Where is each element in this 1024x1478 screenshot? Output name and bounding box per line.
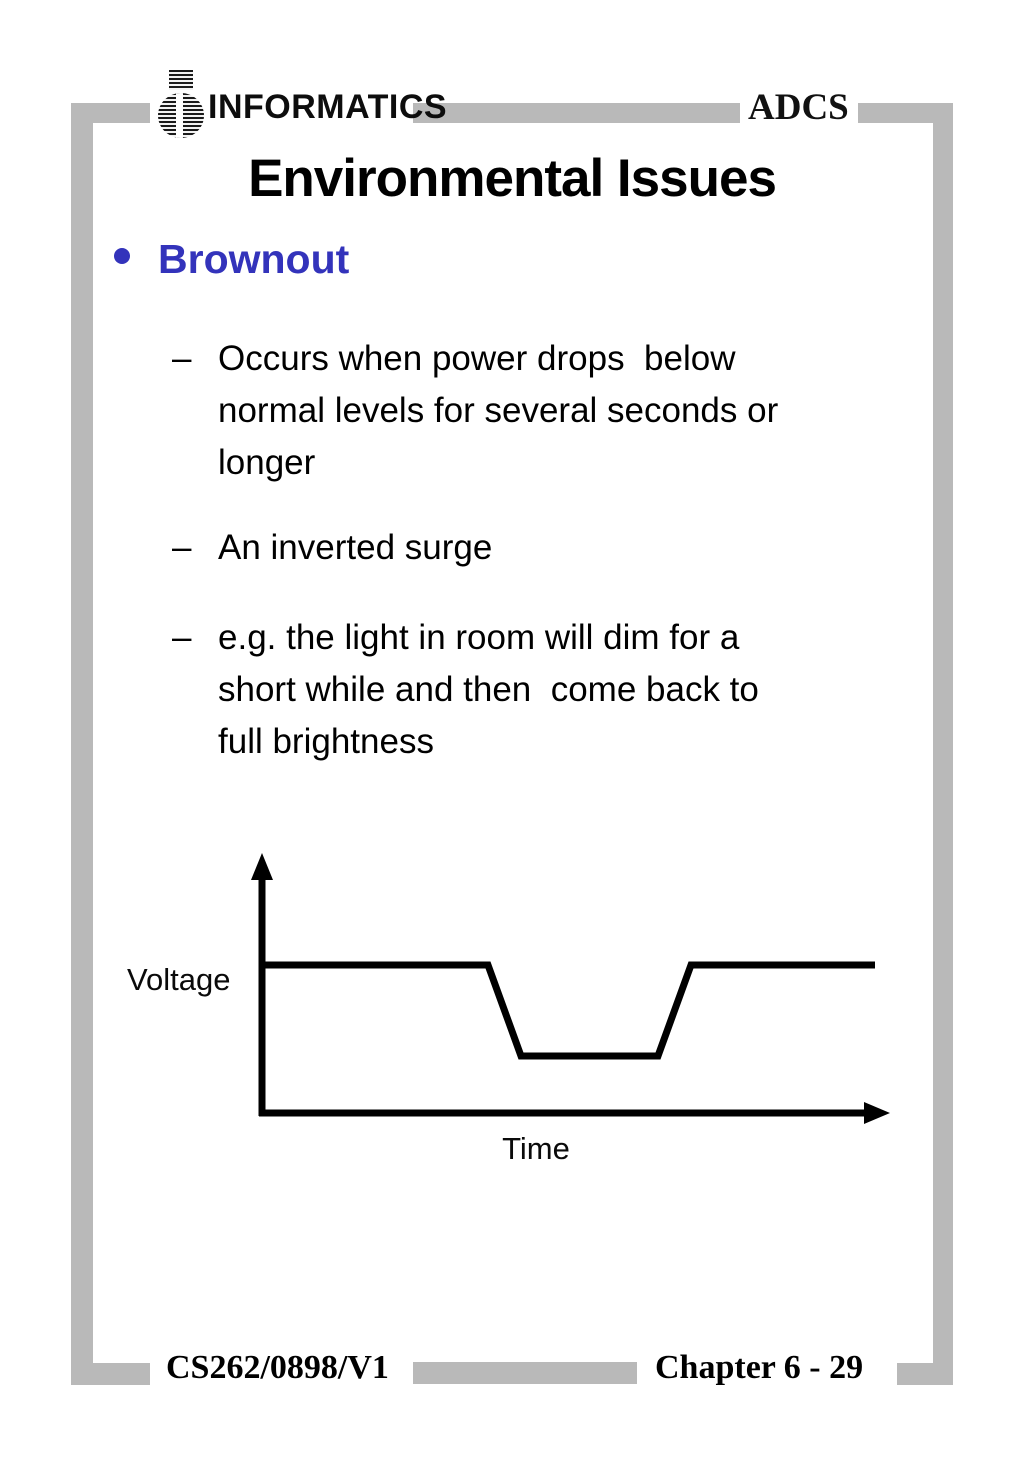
page-title: Environmental Issues [248, 149, 776, 208]
footer-course-code: CS262/0898/V1 [166, 1349, 389, 1386]
y-axis-arrow-icon [251, 853, 273, 880]
sub-bullet-line: Occurs when power drops below [218, 339, 736, 378]
frame-top-left-stub [71, 103, 150, 123]
frame-bottom-left-stub [71, 1363, 150, 1385]
y-axis-label: Voltage [127, 962, 231, 997]
voltage-time-chart [100, 848, 900, 1148]
header-divider-bar [413, 103, 740, 123]
footer-page-number: Chapter 6 - 29 [655, 1349, 864, 1386]
frame-right-bar [933, 103, 953, 1385]
sub-bullet-line: e.g. the light in room will dim for a [218, 618, 740, 657]
dash-marker: – [172, 339, 192, 378]
frame-bottom-right-stub [897, 1363, 953, 1385]
x-axis-label: Time [502, 1131, 570, 1166]
logo-slot-shape [176, 93, 183, 138]
logo-sphere-shape [158, 93, 204, 138]
sub-bullet-line: normal levels for several seconds or [218, 391, 779, 430]
bullet-brownout-label: Brownout [158, 236, 350, 282]
bullet-dot-icon [114, 248, 130, 264]
header-course-label: ADCS [748, 87, 849, 128]
frame-left-bar [71, 103, 93, 1385]
sub-bullet-line: short while and then come back to [218, 670, 759, 709]
dash-marker: – [172, 618, 192, 657]
logo-cap-shape [169, 70, 193, 90]
logo-wordmark: INFORMATICS [208, 88, 448, 126]
informatics-logo-icon [158, 70, 204, 138]
dash-marker: – [172, 528, 192, 567]
sub-bullet-line: longer [218, 443, 316, 482]
sub-bullet-line: An inverted surge [218, 528, 493, 567]
sub-bullet-line: full brightness [218, 722, 434, 761]
footer-divider-bar [413, 1362, 637, 1384]
voltage-waveform-line [265, 965, 875, 1056]
x-axis-arrow-icon [864, 1102, 890, 1124]
frame-top-right-stub [858, 103, 953, 123]
